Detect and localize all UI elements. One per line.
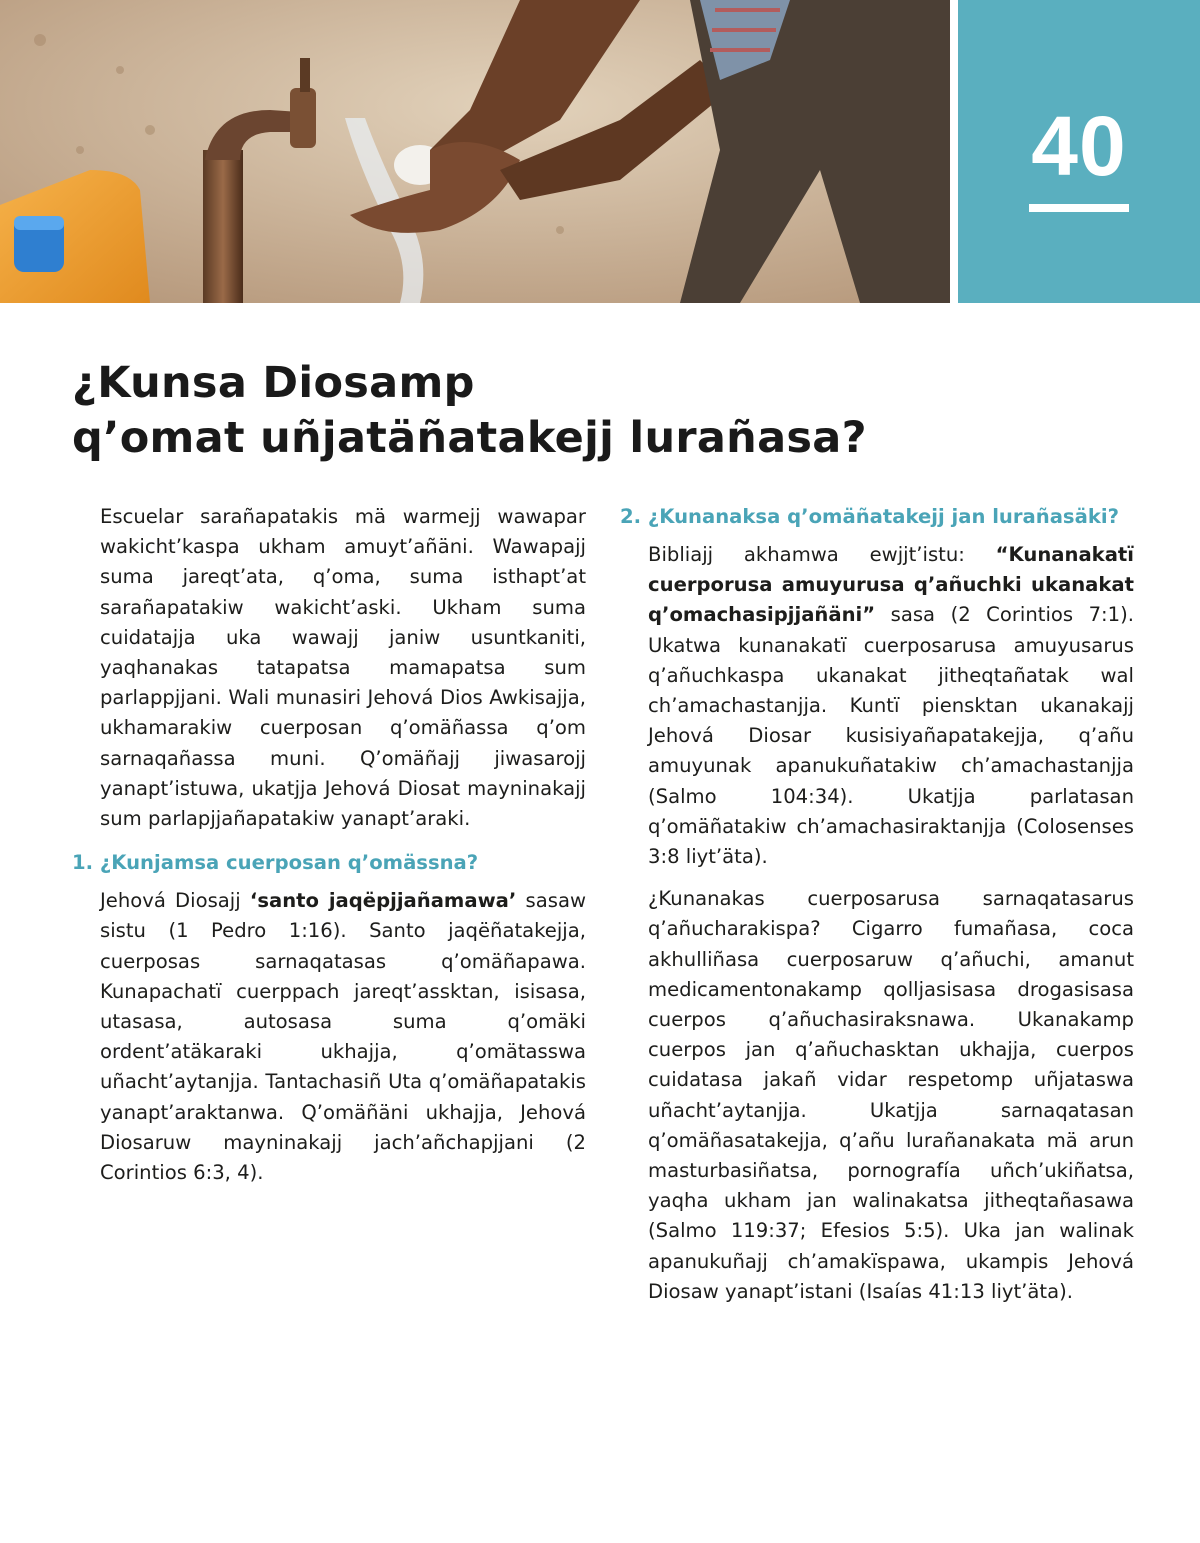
section-1-text-c: sasaw sistu (1 Pedro 1:16). Santo jaqëñatakejja, cuerposas sarnaqatasas q’omäñapawa. Kunapachatï cuerppach jareqt’assktan, isisasa, utasasa, autosasa suma q’omäki ordent’atäkaraki ukhajja, q’omätasswa uñacht’aytanjja. Tantachasiñ Uta q’omäñapatakis yanapt’araktanwa. Q’omäñäni ukhajja, Jehová Diosaruw mayninakajj jach’añchapjjani (2 Corintios 6:3, 4). xyxy=(100,889,587,1185)
section-1-heading: 1. ¿Kunjamsa cuerposan q’omässna? xyxy=(72,851,479,875)
section-2-text-a: Bibliajj akhamwa ewjjt’istu: xyxy=(648,543,996,566)
title-line-1: ¿Kunsa Diosamp xyxy=(72,358,475,408)
section-1-text-a: Jehová Diosajj xyxy=(100,889,250,913)
section-2-heading: 2. ¿Kunanaksa q’omäñatakejj jan lurañasäki? xyxy=(620,505,1119,528)
lesson-number: 40 xyxy=(1031,99,1127,193)
section-1-paragraph xyxy=(100,886,586,1188)
section-2-paragraph-1 xyxy=(648,540,1134,872)
section-2-text-c: sasa (2 Corintios 7:1). Ukatwa kunanakatï cuerposarusa amuyusarus q’añuchkaspa ukanakat jitheqtañatak wal ch’amachastanjja. Kuntï piensktan ukanakajj Jehová Diosar kusisiyañapatakejja, q’añu amuyunak apanukuñatakiw ch’amachastanjja (Salmo 104:34). Ukatjja parlatasan q’omäñatakiw ch’amachasiraktanjja (Colosenses 3:8 liyt’äta). xyxy=(648,603,1134,869)
header-photo xyxy=(0,0,950,303)
title-line-2: q’omat uñjatäñatakejj lurañasa? xyxy=(72,413,867,463)
lesson-number-panel xyxy=(958,0,1200,303)
lesson-number-underline xyxy=(1029,204,1129,212)
section-1-quote: ‘santo jaqëpjjañamawa’ xyxy=(249,889,517,913)
right-column xyxy=(620,502,1134,1319)
section-2-quote: “Kunanakatï cuerporusa amuyurusa q’añuchki ukanakat q’omachasipjjañäni” xyxy=(648,543,1134,627)
hand-washing-photo xyxy=(0,0,950,303)
page-title xyxy=(72,356,1072,466)
intro-paragraph: Escuelar sarañapatakis mä warmejj wawapar wakicht’kaspa ukham amuyt’añäni. Wawapajj suma jareqt’ata, q’oma, suma isthapt’at sarañapatakiw wakicht’aski. Ukham suma cuidatajja uka wawajj janiw usuntkaniti, yaqhanakas tatapatsa mamapatsa sum parlappjjani. Wali munasiri Jehová Dios Awkisajja, ukhamarakiw cuerposan q’omäñassa q’om sarnaqañassa muni. Q’omäñajj jiwasarojj yanapt’istuwa, ukatjja Jehová Diosat mayninakajj sum parlapjjañapatakiw yanapt’araki. xyxy=(100,505,586,831)
left-column xyxy=(72,502,587,1200)
section-2-paragraph-2: ¿Kunanakas cuerposarusa sarnaqatasarus q’añucharakispa? Cigarro fumañasa, coca akhulliñasa cuerposaruw q’añuchi, amanut medicamentonakamp qolljasisasa drogasisasa cuerpos q’añuchasiraksnawa. Ukanakamp cuerpos jan q’añuchasktan ukhajja, cuerpos cuidatasa jakañ vidar respetomp uñjataswa uñacht’aytanjja. Ukatjja sarnaqatasan q’omäñasatakejja, q’añu lurañanakata mä arun masturbasiñatsa, pornografía uñch’ukiñatsa, yaqha ukham jan walinakatsa jitheqtañasawa (Salmo 119:37; Efesios 5:5). Uka jan walinak apanukuñajj ch’amakïspawa, ukampis Jehová Diosaw yanapt’istani (Isaías 41:13 liyt’äta). xyxy=(648,887,1134,1303)
